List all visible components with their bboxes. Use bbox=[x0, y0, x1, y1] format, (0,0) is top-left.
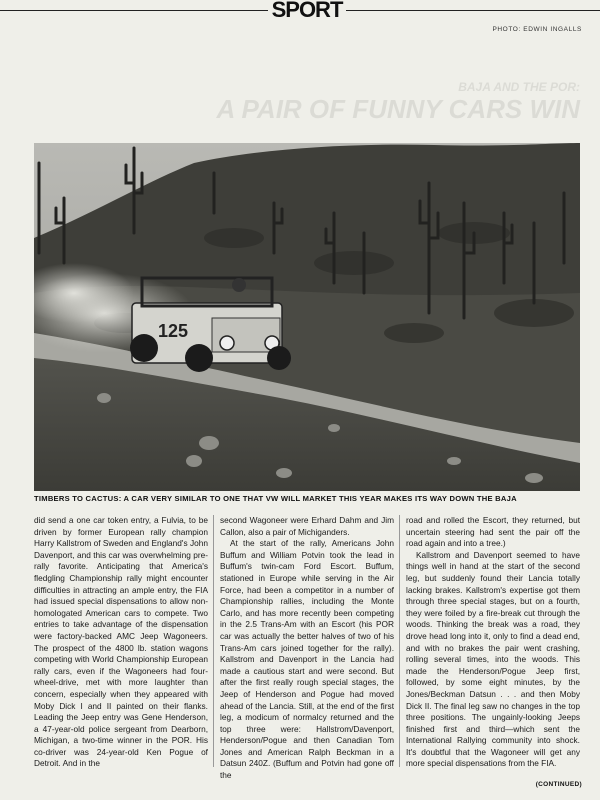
bleed-line-2: A PAIR OF FUNNY CARS WIN bbox=[216, 94, 580, 124]
photo-caption: TIMBERS TO CACTUS: A CAR VERY SIMILAR TO ONE THAT VW WILL MARKET THIS YEAR MAKES ITS WAY DOWN THE BAJA bbox=[34, 494, 517, 503]
paragraph: Kallstrom and Davenport seemed to have things well in hand at the start of the second leg, but suddenly found their Lancia totally lacking brakes. Kallstrom's expertise got them through three special stages, but on a fourth, they were foiled by a fire-break cut through the woods. Thinking the break was a road, they drove head long into it, only to find a dead end, and with no brakes the pair went crashing, rolling several times, into the woods. This made the Henderson/Pogue Jeep first, followed, by some eight minutes, by the Jones/Beckman Datsun . . . and then Moby Dick II. The final leg saw no changes in the top three positions. The ungainly-looking Jeeps finished first and third—which sent the International Rallying community into shock. It's doubtful that the Wagoneer will get any more special dispensations from the FIA. bbox=[406, 549, 580, 769]
continued-label: (CONTINUED) bbox=[535, 781, 582, 788]
article-column-1 bbox=[34, 515, 208, 770]
article-column-2 bbox=[220, 515, 394, 782]
bleed-line-1: BAJA AND THE POR: bbox=[458, 80, 580, 94]
paragraph: did send a one car token entry, a Fulvia, to be driven by former European rally champion Harry Kallstrom of Sweden and England's John Davenport, and this car was overwhelming pre-rally favorite. Anticipating that America's fledgling Championship rally might encounter difficulties in attracting an ample entry, the FIA had issued special dispensations to allow non-homologated American cars to compete. Two entries to take advantage of the dispensation were factory-backed AMC Jeep Wagoneers. The prospect of the 4800 lb. station wagons competing with World Championship European rally cars, even if the Wagoneers had four-wheel-drive, met with more laughter than concern, especially when they appeared with Moby Dick I and II painted on their flanks. Leading the Jeep entry was Gene Henderson, a 47-year-old police sergeant from Dearborn, Michigan, a two-time winner in the POR. His co-driver was 24-year-old Ken Pogue of Detroit. And in the bbox=[34, 515, 208, 769]
article-photo bbox=[34, 143, 580, 491]
photo-credit: PHOTO: EDWIN INGALLS bbox=[492, 26, 582, 33]
article-column-3 bbox=[406, 515, 580, 770]
column-rule bbox=[213, 515, 214, 767]
page-header bbox=[0, 0, 600, 22]
desert-rally-photo bbox=[34, 143, 580, 491]
car-number: 125 bbox=[158, 321, 189, 341]
header-rule-right bbox=[346, 10, 600, 11]
header-rule-left bbox=[0, 10, 268, 11]
column-rule bbox=[399, 515, 400, 767]
section-title: SPORT bbox=[271, 0, 343, 22]
paragraph: road and rolled the Escort, they returned, but uncertain steering had sent the pair off the road again and into a tree.) bbox=[406, 515, 580, 549]
paragraph: second Wagoneer were Erhard Dahm and Jim Callon, also a pair of Michiganders. bbox=[220, 515, 394, 537]
bleed-through-text bbox=[90, 70, 590, 140]
paragraph: At the start of the rally, Americans John Buffum and William Potvin took the lead in Buffum's twin-cam Ford Escort. Buffum, stationed in Europe while serving in the Air Force, had been a competitor in a number of Championship rallies, including the Monte Carlo, and has more recently been competing in the 2.5 Trans-Am with an Escort (his POR car was actually the better halves of two of his Trans-Am cars joined together for the rally). Kallstrom and Davenport in the Lancia had made a cautious start and were second. But after the first really rough special stages, the Jeep of Henderson and Pogue had moved ahead of the Lancia. Still, at the end of the first leg, a modicum of normalcy returned and the top three were: Hallstrom/Davenport, Henderson/Pogue and then Canadian Tom Jones and American Ralph Beckman in a Datsun 240Z. (Buffum and Potvin had gone off the bbox=[220, 538, 394, 781]
